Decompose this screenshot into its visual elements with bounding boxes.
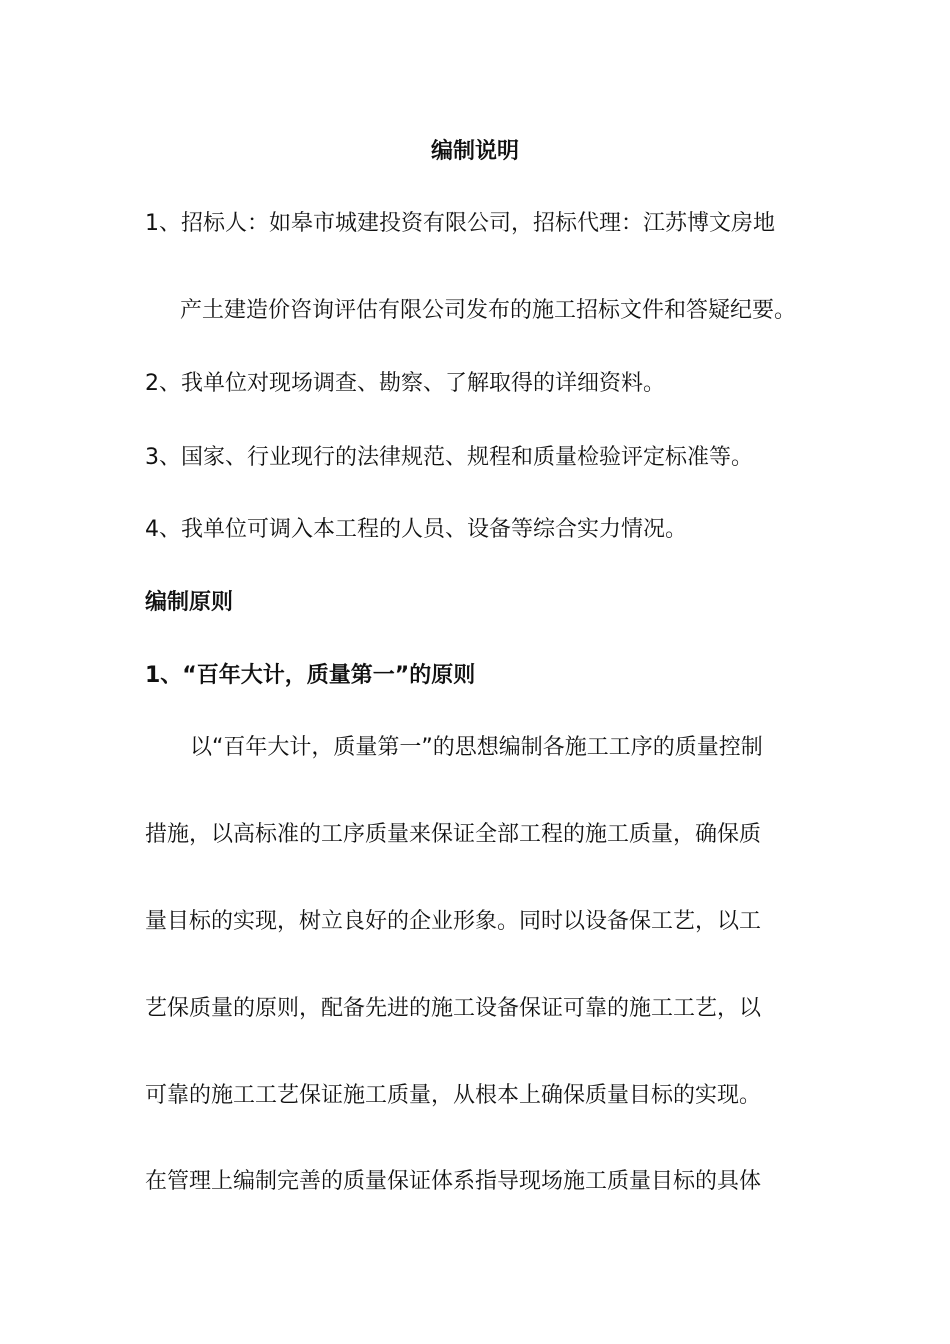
paragraph-line-2: 措施，以高标准的工序质量来保证全部工程的施工质量，确保质 bbox=[145, 822, 762, 847]
paragraph-line-4: 艺保质量的原则，配备先进的施工设备保证可靠的施工工艺，以 bbox=[145, 996, 762, 1021]
basis-item-1-line-1: 1、招标人：如皋市城建投资有限公司，招标代理：江苏博文房地 bbox=[145, 211, 775, 236]
paragraph-line-6: 在管理上编制完善的质量保证体系指导现场施工质量目标的具体 bbox=[145, 1169, 762, 1194]
basis-item-1-line-2: 产土建造价咨询评估有限公司发布的施工招标文件和答疑纪要。 bbox=[180, 298, 797, 323]
document-title: 编制说明 bbox=[430, 139, 519, 164]
basis-item-4: 4、我单位可调入本工程的人员、设备等综合实力情况。 bbox=[145, 517, 687, 542]
paragraph-line-5: 可靠的施工工艺保证施工质量，从根本上确保质量目标的实现。 bbox=[145, 1083, 762, 1108]
paragraph-line-1: 以“百年大计，质量第一”的思想编制各施工工序的质量控制 bbox=[190, 735, 763, 760]
paragraph-line-3: 量目标的实现，树立良好的企业形象。同时以设备保工艺，以工 bbox=[145, 909, 762, 934]
principles-heading: 编制原则 bbox=[145, 590, 234, 615]
principle-1-heading: 1、“百年大计，质量第一”的原则 bbox=[145, 663, 476, 688]
basis-item-2: 2、我单位对现场调查、勘察、了解取得的详细资料。 bbox=[145, 371, 665, 396]
basis-item-3: 3、国家、行业现行的法律规范、规程和质量检验评定标准等。 bbox=[145, 445, 753, 470]
